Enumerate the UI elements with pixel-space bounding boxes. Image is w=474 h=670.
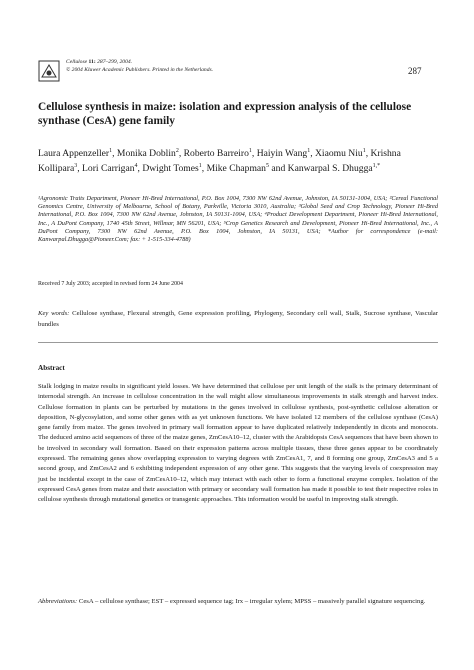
author-affiliation-mark: 1 xyxy=(362,148,366,154)
author-affiliation-mark: 1 xyxy=(198,163,202,170)
section-divider xyxy=(38,342,438,343)
keywords-label: Key words: xyxy=(38,310,70,317)
author-affiliation-mark: 4 xyxy=(134,163,138,170)
abbreviations-text: CesA – cellulose synthase; EST – expressed sequence tag; Irx – irregular xylem; MPSS – massively parallel signature sequencing. xyxy=(77,598,426,605)
publisher-line: © 2004 Kluwer Academic Publishers. Printed in the Netherlands. xyxy=(66,67,214,73)
author-name: Dwight Tomes xyxy=(142,163,199,175)
author-affiliation-mark: 1,* xyxy=(372,163,381,170)
abbreviations xyxy=(38,597,438,607)
author-affiliation-mark: 1 xyxy=(307,148,311,154)
received-date: Received 7 July 2003; accepted in revised form 24 June 2004 xyxy=(38,281,183,287)
author-affiliation-mark: 1 xyxy=(248,148,252,154)
author-affiliation-mark: 5 xyxy=(265,163,269,170)
author-name: Lori Carrigan xyxy=(82,163,135,175)
author-name: Haiyin Wang xyxy=(256,148,308,160)
keywords xyxy=(38,309,438,330)
article-title: Cellulose synthesis in maize: isolation and expression analysis of the cellulose synthase (CesA) gene family xyxy=(38,101,412,127)
journal-pages: 287–299, 2004. xyxy=(95,59,133,65)
affiliations: ¹Agronomic Traits Department, Pioneer Hi-Bred International, P.O. Box 1004, 7300 NW 62nd Avenue, Johnston, IA 50131-1004, USA; ²Cereal Functional Genomics Centre, University of Melbourne, School of Botany, Parkville, Victoria 3010, Australia; ³Global Seed and Crop Technology, Pioneer Hi-Bred International, P.O. Box 1004, 7300 NW 62nd Avenue, Johnston, IA 50131-1004, USA; ⁴Product Development Department, Pioneer Hi-Bred International, Inc., A DuPont Company, 1740 45th Street, Willmar, MN 56201, USA; ⁵Crop Genetics Research and Development, Pioneer Hi-Bred International, Inc., A DuPont Company, 7300 NW 62nd Avenue, P.O. Box 1004, Johnston, IA 50131, USA; *Author for correspondence (e-mail: Kanwarpal.Dhugga@Pioneer.Com; fax: + 1-515-334-4788) xyxy=(38,195,438,244)
journal-volume: 11: xyxy=(88,59,96,65)
author-name: Monika Doblin xyxy=(116,148,176,160)
author-name: Kanwarpal S. Dhugga xyxy=(287,163,373,175)
journal-citation xyxy=(66,58,213,74)
author-affiliation-mark: 3 xyxy=(74,163,78,170)
author-affiliation-mark: 2 xyxy=(175,148,179,154)
journal-name: Cellulose xyxy=(66,59,88,65)
author-name: Roberto Barreiro xyxy=(183,148,249,160)
author-name: Laura Appenzeller xyxy=(38,148,110,160)
keywords-text: Cellulose synthase, Flexural strength, Gene expression profiling, Phylogeny, Secondary cell wall, Stalk, Sucrose synthase, Vascular bundles xyxy=(38,310,439,328)
page-number: 287 xyxy=(408,66,422,76)
abstract-heading: Abstract xyxy=(38,364,65,372)
kluwer-logo-icon xyxy=(38,60,60,82)
abstract-text: Stalk lodging in maize results in significant yield losses. We have determined that cellulose per unit length of the stalk is the primary determinant of internodal strength. An increase in cellulose concentration in the wall might allow simultaneous improvements in stalk strength and harvest index. Cellulose formation in plants can be perturbed by mutations in the genes involved in cellulose synthesis, post-synthetic cellulose alteration or deposition, N-glycosylation, and some other genes with as yet unknown functions. We have isolated 12 members of the cellulose synthase (CesA) gene family from maize. The genes involved in primary wall formation appear to have duplicated relatively independently in dicots and monocots. The deduced amino acid sequences of three of the maize genes, ZmCesA10–12, cluster with the Arabidopsis CesA sequences that have been shown to be involved in secondary wall formation. Based on their expression patterns across multiple tissues, these three genes appear to be coordinately expressed. The remaining genes show overlapping expression to varying degrees with ZmCesA1, 7, and 8 forming one group, ZmCesA3 and 5 a second group, and ZmCesA2 and 6 exhibiting independent expression of any other gene. This suggests that the varying levels of coexpression may just be incidental except in the case of ZmCesA10–12, which may interact with each other to form a functional enzyme complex. Isolation of the expressed CesA genes from maize and their association with primary or secondary wall formation has made it possible to test their respective roles in cellulose synthesis through mutational genetics or transgenic approaches. This information would be useful in improving stalk strength. xyxy=(38,383,438,504)
abbreviations-label: Abbreviations: xyxy=(38,598,78,605)
author-name: Mike Chapman xyxy=(206,163,266,175)
author-list: Laura Appenzeller$^1$, Monika Doblin$^2$, Roberto Barreiro$^1$, Haiyin Wang$^1$, Xiaomu Niu$^1$, Krishna Kollipara$^3$, Lori Carrigan$^4$, Dwight Tomes$^1$, Mike Chapman$^5$ and Kanwarpal S. Dhugga$^{1,*}$ xyxy=(38,148,401,175)
author-name: Xiaomu Niu xyxy=(314,148,363,160)
author-affiliation-mark: 1 xyxy=(109,148,113,154)
author-name: Krishna Kollipara xyxy=(38,148,401,175)
